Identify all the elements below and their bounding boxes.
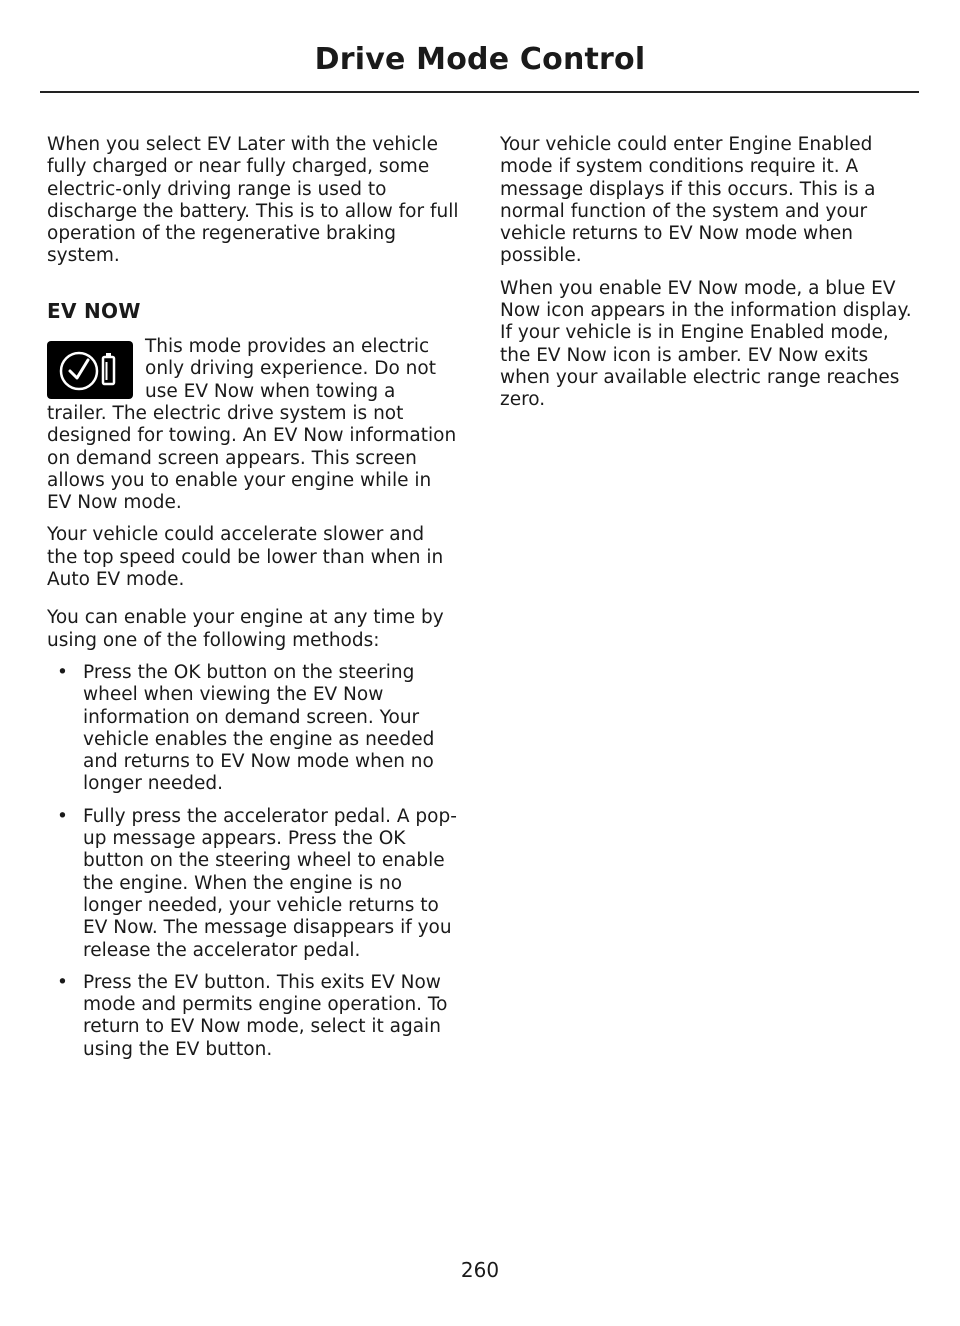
page-title: Drive Mode Control [314, 42, 646, 77]
ev-now-icon-paragraph: When you enable EV Now mode, a blue EV Now icon appears in the information display. If your vehicle is in Engine Enabled mode, the EV Now icon is amber. EV Now exits when your available electric range reaches zero. [500, 277, 912, 411]
title-divider [40, 91, 919, 93]
ev-now-paragraph-1-text: This mode provides an electric only driving experience. Do not use EV Now when towing a trailer. The electric drive system is not designed for towing. An EV Now information on demand screen appears. This screen allows you to enable your engine while in EV Now mode. [47, 336, 457, 514]
engine-enabled-paragraph: Your vehicle could enter Engine Enabled mode if system conditions require it. A message displays if this occurs. This is a normal function of the system and your vehicle returns to EV Now mode when possible. [500, 134, 876, 267]
section-heading-ev-now: EV NOW [47, 298, 141, 323]
list-item-text: Press the EV button. This exits EV Now mode and permits engine operation. To return to EV Now mode, select it again using the EV button. [83, 971, 448, 1060]
methods-list [47, 662, 459, 1061]
ev-now-paragraph-2: Your vehicle could accelerate slower and the top speed could be lower than when in Auto EV mode. [47, 524, 444, 591]
list-item [47, 972, 459, 1061]
ev-now-paragraph-3: You can enable your engine at any time by using one of the following methods: [47, 607, 444, 651]
list-item [47, 662, 459, 796]
ev-now-paragraph-1 [47, 336, 459, 514]
list-item-text: Press the OK button on the steering wheel when viewing the EV Now information on demand screen. Your vehicle enables the engine as needed and returns to EV Now mode when no longer needed. [83, 661, 435, 795]
intro-paragraph: When you select EV Later with the vehicle fully charged or near fully charged, some electric-only driving range is used to discharge the battery. This is to allow for full operation of the regenerative braking system. [47, 134, 459, 267]
right-column [500, 134, 912, 422]
list-item [47, 806, 459, 962]
left-column [47, 134, 459, 1071]
bullet-icon: • [57, 805, 68, 827]
page-number: 260 [460, 1258, 500, 1282]
list-item-text: Fully press the accelerator pedal. A pop-up message appears. Press the OK button on the steering wheel to enable the engine. When the engine is no longer needed, your vehicle returns to EV Now. The message disappears if you release the accelerator pedal. [83, 805, 457, 961]
ev-now-icon [47, 341, 133, 399]
bullet-icon: • [57, 661, 68, 683]
bullet-icon: • [57, 971, 68, 993]
